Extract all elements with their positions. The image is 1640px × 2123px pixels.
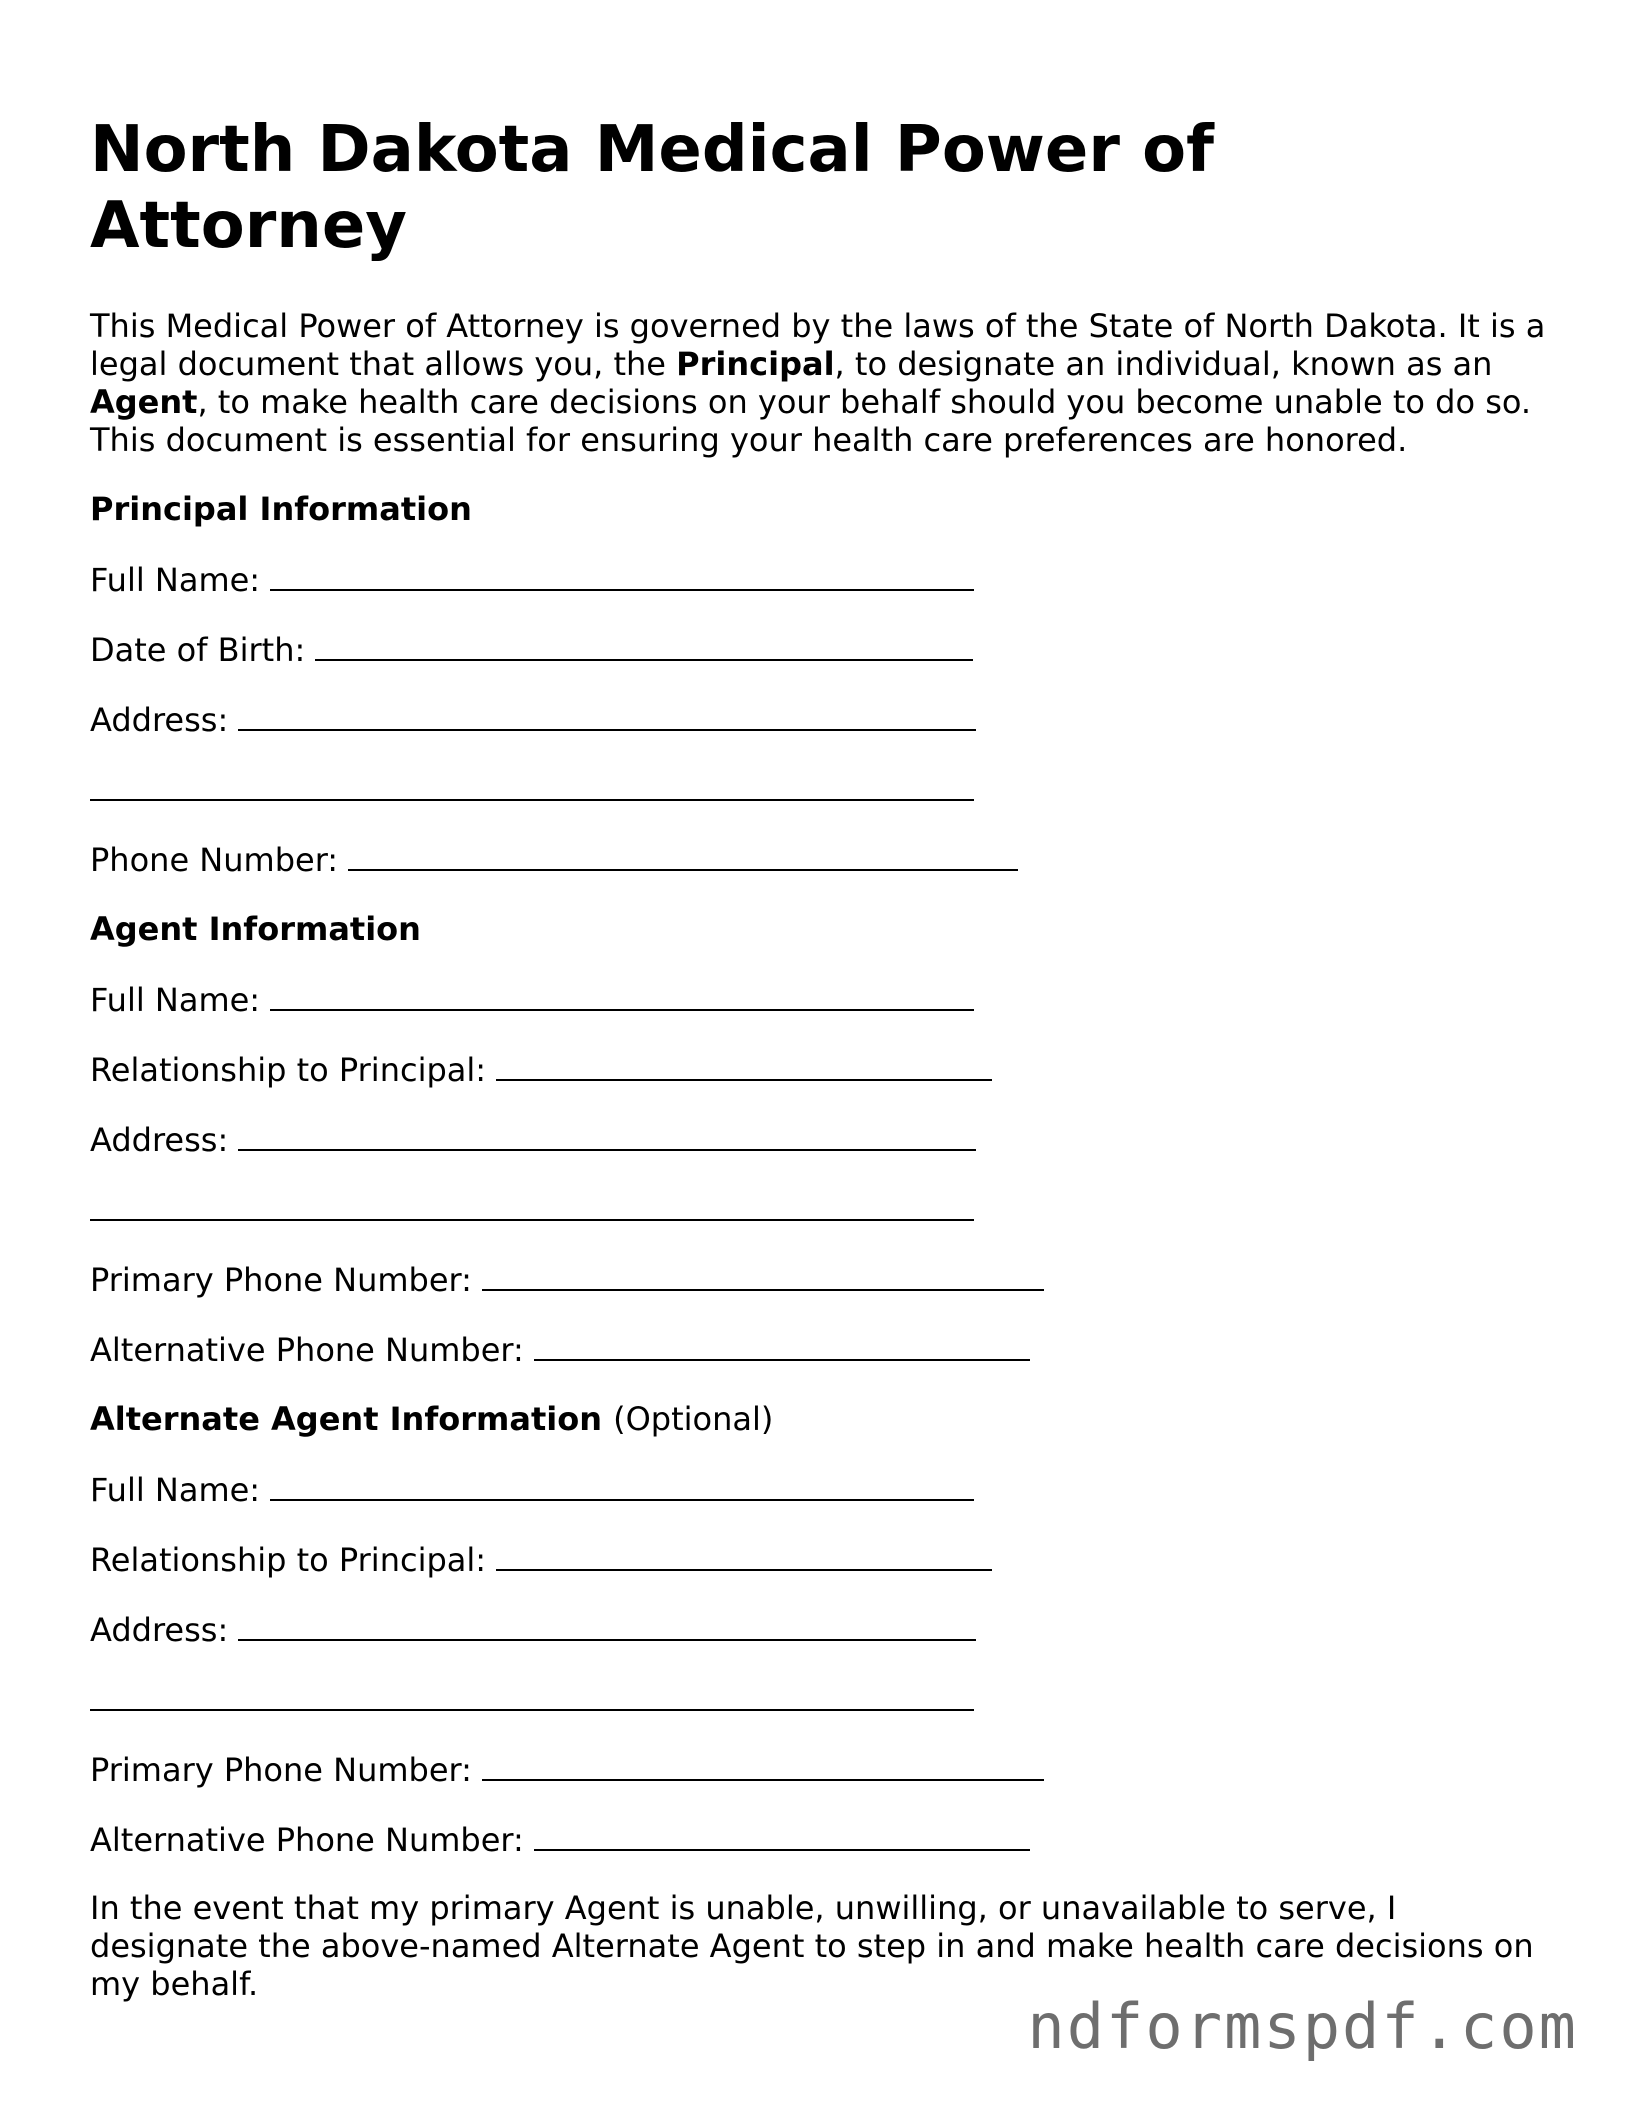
alt-agent-relationship-field[interactable]	[90, 1539, 1550, 1579]
principal-address-field[interactable]	[90, 699, 1550, 739]
agent-address-line-2[interactable]	[90, 1189, 974, 1221]
optional-note: (Optional)	[613, 1400, 774, 1438]
principal-phone-field[interactable]	[90, 839, 1550, 879]
alt-agent-alt-phone-field[interactable]	[90, 1819, 1550, 1859]
agent-address-label: Address:	[90, 1121, 229, 1159]
alt-agent-primary-phone-field[interactable]	[90, 1749, 1550, 1789]
document-page	[90, 112, 1550, 2003]
agent-term: Agent	[90, 383, 198, 421]
principal-phone-label: Phone Number:	[90, 841, 339, 879]
agent-section-heading: Agent Information	[90, 910, 421, 948]
agent-address-line[interactable]	[238, 1119, 976, 1151]
agent-full-name-label: Full Name:	[90, 981, 261, 1019]
alt-agent-full-name-field[interactable]	[90, 1469, 1550, 1509]
alt-agent-alt-phone-label: Alternative Phone Number:	[90, 1821, 524, 1859]
agent-primary-phone-label: Primary Phone Number:	[90, 1261, 472, 1299]
alt-agent-relationship-label: Relationship to Principal:	[90, 1541, 487, 1579]
principal-dob-line[interactable]	[315, 629, 973, 661]
agent-full-name-field[interactable]	[90, 979, 1550, 1019]
site-watermark: ndformspdf.com	[1027, 1990, 1578, 2063]
agent-alt-phone-label: Alternative Phone Number:	[90, 1331, 524, 1369]
alt-agent-full-name-line[interactable]	[270, 1469, 974, 1501]
principal-address-line-2-field[interactable]	[90, 769, 1550, 809]
principal-full-name-label: Full Name:	[90, 561, 261, 599]
principal-section-heading: Principal Information	[90, 490, 472, 528]
alt-agent-address-line[interactable]	[238, 1609, 976, 1641]
principal-dob-field[interactable]	[90, 629, 1550, 669]
agent-alt-phone-line[interactable]	[534, 1329, 1030, 1361]
agent-address-field[interactable]	[90, 1119, 1550, 1159]
alt-agent-alt-phone-line[interactable]	[534, 1819, 1030, 1851]
agent-relationship-label: Relationship to Principal:	[90, 1051, 487, 1089]
alternate-agent-section-heading: Alternate Agent Information (Optional)	[90, 1400, 774, 1438]
alt-agent-address-label: Address:	[90, 1611, 229, 1649]
intro-paragraph: This Medical Power of Attorney is governed by the laws of the State of North Dakota. It is a legal document that allows you, the Principal, to designate an individual, known as an Agent, to make health care decisions on your behalf should you become unable to do so. This document is essential for ensuring your health care preferences are honored.	[90, 307, 1546, 459]
alt-agent-relationship-line[interactable]	[496, 1539, 992, 1571]
principal-address-line[interactable]	[238, 699, 976, 731]
principal-address-label: Address:	[90, 701, 229, 739]
agent-primary-phone-field[interactable]	[90, 1259, 1550, 1299]
agent-address-line-2-field[interactable]	[90, 1189, 1550, 1229]
agent-relationship-line[interactable]	[496, 1049, 992, 1081]
agent-relationship-field[interactable]	[90, 1049, 1550, 1089]
principal-full-name-field[interactable]	[90, 559, 1550, 599]
alt-agent-address-line-2-field[interactable]	[90, 1679, 1550, 1719]
closing-paragraph: In the event that my primary Agent is unable, unwilling, or unavailable to serve, I designate the above-named Alternate Agent to step in and make health care decisions on my behalf.	[90, 1889, 1534, 2003]
principal-dob-label: Date of Birth:	[90, 631, 306, 669]
alt-agent-address-line-2[interactable]	[90, 1679, 974, 1711]
agent-alt-phone-field[interactable]	[90, 1329, 1550, 1369]
alt-agent-address-field[interactable]	[90, 1609, 1550, 1649]
agent-full-name-line[interactable]	[270, 979, 974, 1011]
agent-primary-phone-line[interactable]	[482, 1259, 1044, 1291]
alt-agent-full-name-label: Full Name:	[90, 1471, 261, 1509]
alt-agent-primary-phone-line[interactable]	[482, 1749, 1044, 1781]
principal-address-line-2[interactable]	[90, 769, 974, 801]
principal-full-name-line[interactable]	[270, 559, 974, 591]
principal-term: Principal	[676, 345, 835, 383]
principal-phone-line[interactable]	[348, 839, 1018, 871]
document-title: North Dakota Medical Power of Attorney	[90, 113, 1214, 263]
alt-agent-primary-phone-label: Primary Phone Number:	[90, 1751, 472, 1789]
